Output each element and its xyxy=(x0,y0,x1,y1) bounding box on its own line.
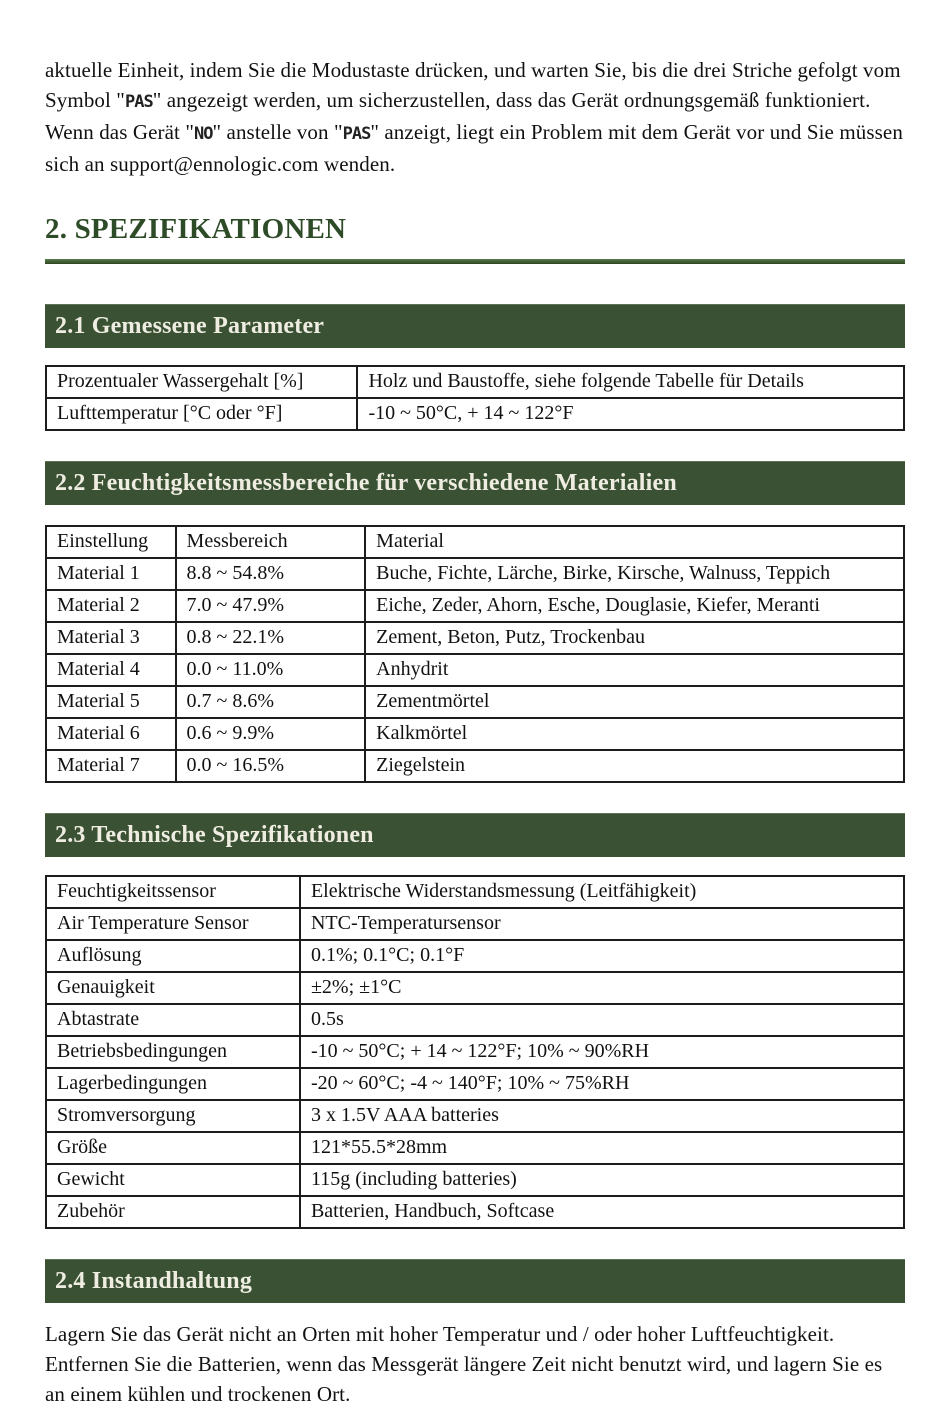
row-value-cell: -10 ~ 50°C, + 14 ~ 122°F xyxy=(357,398,904,430)
setting-cell: Material 6 xyxy=(46,718,176,750)
table-row xyxy=(46,1132,904,1164)
lcd-token-pas-1: PAS xyxy=(124,92,153,112)
intro-text-3: " anstelle von " xyxy=(212,120,343,144)
maintenance-paragraph: Lagern Sie das Gerät nicht an Orten mit hoher Temperatur und / oder hoher Luftfeuchtigkeit. Entfernen Sie die Batterien, wenn das Messgerät längere Zeit nicht benutzt wird, und lagern Sie es an einem kühlen und trockenen Ort. xyxy=(45,1322,883,1406)
table-row xyxy=(46,686,904,718)
section-header-2-3 xyxy=(45,813,905,857)
row-value-cell: NTC-Temperatursensor xyxy=(300,908,904,940)
row-label-cell: Zubehör xyxy=(46,1196,300,1228)
section-header-2-4 xyxy=(45,1259,905,1303)
range-cell: 0.8 ~ 22.1% xyxy=(176,622,366,654)
table-row xyxy=(46,940,904,972)
range-cell: 8.8 ~ 54.8% xyxy=(176,558,366,590)
heading-divider xyxy=(45,259,905,264)
table-row xyxy=(46,718,904,750)
table-row xyxy=(46,876,904,908)
section-title: 2.4 Instandhaltung xyxy=(55,1268,253,1294)
row-label-cell: Prozentualer Wassergehalt [%] xyxy=(46,366,357,398)
range-cell: 0.0 ~ 16.5% xyxy=(176,750,366,782)
column-header-range: Messbereich xyxy=(176,526,366,558)
table-row xyxy=(46,622,904,654)
technical-specs-table xyxy=(45,875,905,1229)
table-header-row xyxy=(46,526,904,558)
range-cell: 0.7 ~ 8.6% xyxy=(176,686,366,718)
table-row xyxy=(46,654,904,686)
row-label-cell: Feuchtigkeitssensor xyxy=(46,876,300,908)
table-row xyxy=(46,972,904,1004)
table-row xyxy=(46,750,904,782)
section-title: 2.3 Technische Spezifikationen xyxy=(55,822,374,848)
table-row xyxy=(46,398,904,430)
intro-paragraph xyxy=(45,55,905,179)
row-label-cell: Abtastrate xyxy=(46,1004,300,1036)
column-header-material: Material xyxy=(365,526,904,558)
row-value-cell: 3 x 1.5V AAA batteries xyxy=(300,1100,904,1132)
row-label-cell: Größe xyxy=(46,1132,300,1164)
lcd-token-pas-2: PAS xyxy=(342,124,371,144)
table-row xyxy=(46,1068,904,1100)
range-cell: 7.0 ~ 47.9% xyxy=(176,590,366,622)
row-value-cell: ±2%; ±1°C xyxy=(300,972,904,1004)
intro-text-1: aktuelle Einheit, indem Sie die Modustaste drücken, und warten Sie, bis die drei Striche gefolgt vom Symbol " xyxy=(45,58,901,112)
section-header-2-2 xyxy=(45,461,905,505)
row-value-cell: -20 ~ 60°C; -4 ~ 140°F; 10% ~ 75%RH xyxy=(300,1068,904,1100)
table-row xyxy=(46,590,904,622)
row-value-cell: 0.1%; 0.1°C; 0.1°F xyxy=(300,940,904,972)
material-cell: Zementmörtel xyxy=(365,686,904,718)
row-label-cell: Lagerbedingungen xyxy=(46,1068,300,1100)
material-cell: Eiche, Zeder, Ahorn, Esche, Douglasie, Kiefer, Meranti xyxy=(365,590,904,622)
row-value-cell: Batterien, Handbuch, Softcase xyxy=(300,1196,904,1228)
row-label-cell: Stromversorgung xyxy=(46,1100,300,1132)
setting-cell: Material 4 xyxy=(46,654,176,686)
intro-text-2: " angezeigt werden, um sicherzustellen, dass das Gerät ordnungsgemäß funktioniert. Wenn das Gerät " xyxy=(45,88,871,144)
chapter-heading: 2. SPEZIFIKATIONEN xyxy=(45,213,347,245)
table-row xyxy=(46,1004,904,1036)
row-label-cell: Air Temperature Sensor xyxy=(46,908,300,940)
setting-cell: Material 7 xyxy=(46,750,176,782)
row-value-cell: 115g (including batteries) xyxy=(300,1164,904,1196)
row-value-cell: Holz und Baustoffe, siehe folgende Tabelle für Details xyxy=(357,366,904,398)
table-row xyxy=(46,908,904,940)
table-row xyxy=(46,558,904,590)
measured-parameters-table xyxy=(45,365,905,431)
setting-cell: Material 1 xyxy=(46,558,176,590)
moisture-ranges-table xyxy=(45,525,905,783)
table-row xyxy=(46,1036,904,1068)
row-label-cell: Betriebsbedingungen xyxy=(46,1036,300,1068)
table-row xyxy=(46,1196,904,1228)
material-cell: Anhydrit xyxy=(365,654,904,686)
section-header-2-1 xyxy=(45,304,905,348)
column-header-setting: Einstellung xyxy=(46,526,176,558)
lcd-token-no: NO xyxy=(194,124,213,144)
table-row xyxy=(46,1100,904,1132)
material-cell: Ziegelstein xyxy=(365,750,904,782)
row-label-cell: Gewicht xyxy=(46,1164,300,1196)
material-cell: Kalkmörtel xyxy=(365,718,904,750)
row-label-cell: Genauigkeit xyxy=(46,972,300,1004)
material-cell: Zement, Beton, Putz, Trockenbau xyxy=(365,622,904,654)
row-value-cell: -10 ~ 50°C; + 14 ~ 122°F; 10% ~ 90%RH xyxy=(300,1036,904,1068)
row-label-cell: Lufttemperatur [°C oder °F] xyxy=(46,398,357,430)
section-title: 2.2 Feuchtigkeitsmessbereiche für verschiedene Materialien xyxy=(55,470,677,496)
table-row xyxy=(46,366,904,398)
row-label-cell: Auflösung xyxy=(46,940,300,972)
row-value-cell: 121*55.5*28mm xyxy=(300,1132,904,1164)
range-cell: 0.0 ~ 11.0% xyxy=(176,654,366,686)
section-title: 2.1 Gemessene Parameter xyxy=(55,313,325,339)
range-cell: 0.6 ~ 9.9% xyxy=(176,718,366,750)
setting-cell: Material 3 xyxy=(46,622,176,654)
material-cell: Buche, Fichte, Lärche, Birke, Kirsche, Walnuss, Teppich xyxy=(365,558,904,590)
row-value-cell: Elektrische Widerstandsmessung (Leitfähigkeit) xyxy=(300,876,904,908)
table-row xyxy=(46,1164,904,1196)
row-value-cell: 0.5s xyxy=(300,1004,904,1036)
intro-text-4: " anzeigt, liegt ein Problem mit dem Gerät vor und Sie müssen sich an support@ennologic.com wenden. xyxy=(45,120,903,176)
setting-cell: Material 5 xyxy=(46,686,176,718)
setting-cell: Material 2 xyxy=(46,590,176,622)
